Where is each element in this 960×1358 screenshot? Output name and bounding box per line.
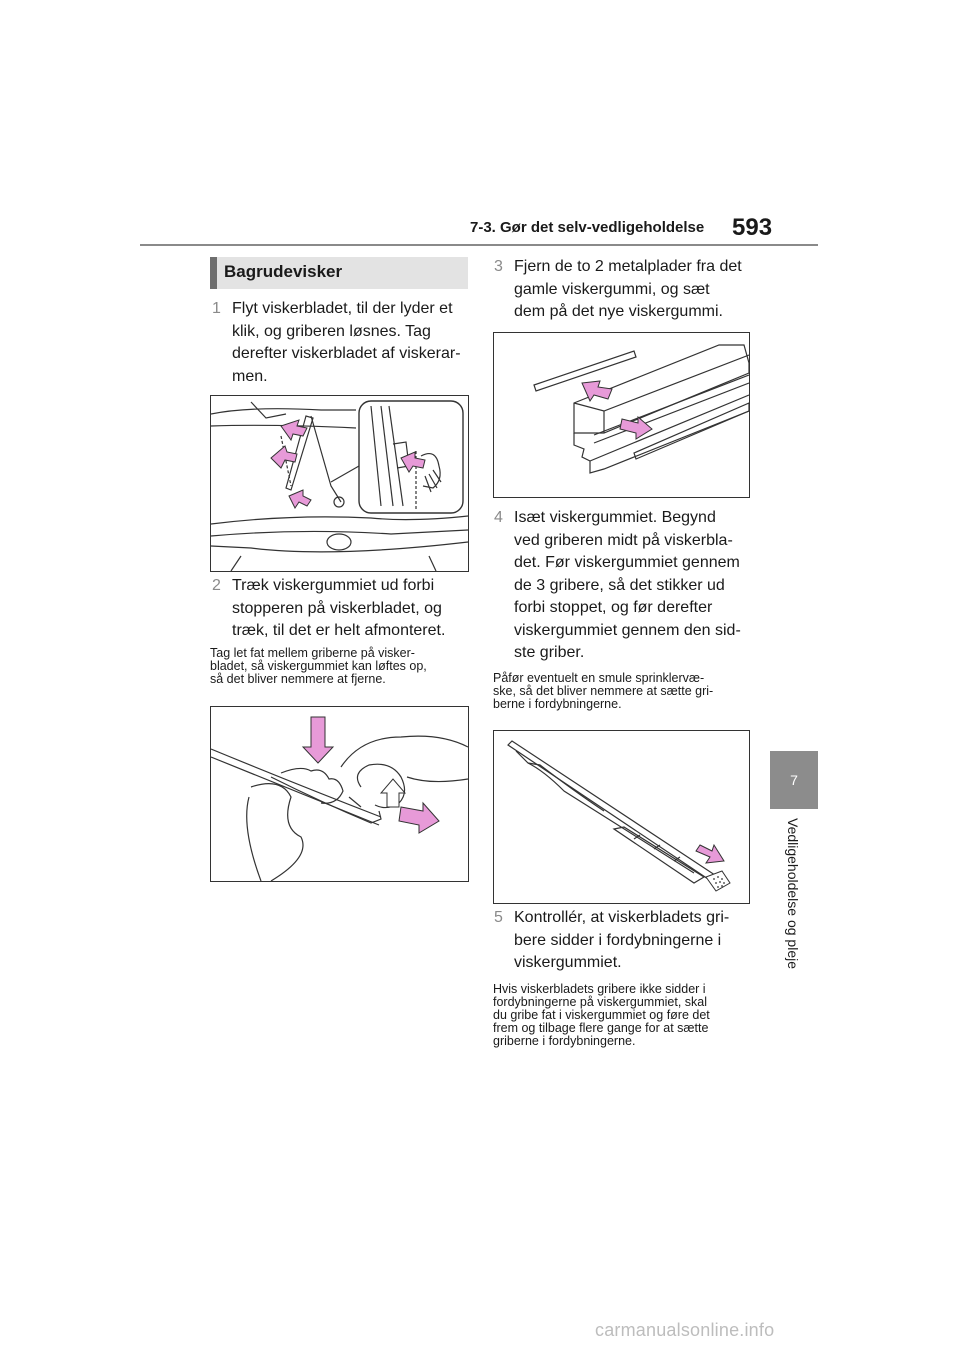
step-line: stopperen på viskerbladet, og bbox=[232, 599, 442, 617]
step-5 bbox=[494, 907, 759, 975]
arrow-shape bbox=[381, 779, 405, 807]
arrow-shape bbox=[303, 717, 333, 763]
section-heading bbox=[210, 257, 468, 289]
rubber-inserted-illustration bbox=[494, 731, 749, 903]
step-line: dem på det nye viskergummi. bbox=[514, 303, 723, 320]
note-line: bladet, så viskergummiet kan løftes op, bbox=[210, 659, 427, 673]
step-line: viskergummiet gennem den sid- bbox=[514, 621, 741, 639]
step-line: Flyt viskerbladet, til der lyder et bbox=[232, 300, 453, 317]
step-4 bbox=[494, 507, 759, 665]
step-line: gamle viskergummi, og sæt bbox=[514, 280, 710, 298]
arrow-shape bbox=[289, 490, 311, 508]
arrow-shape bbox=[271, 446, 297, 468]
step-line: Kontrollér, at viskerbladets gri- bbox=[514, 909, 730, 926]
step-line: ved griberen midt på viskerbla- bbox=[514, 531, 733, 549]
chapter-tab[interactable] bbox=[770, 751, 818, 809]
step-line: klik, og griberen løsnes. Tag bbox=[232, 322, 431, 340]
metal-plates-illustration bbox=[494, 333, 749, 497]
step-text bbox=[514, 907, 729, 975]
step-text bbox=[514, 507, 741, 665]
note-line: så det bliver nemmere at fjerne. bbox=[210, 672, 386, 686]
note-line: Tag let fat mellem griberne på visker- bbox=[210, 646, 415, 660]
step-number: 5 bbox=[494, 909, 503, 926]
step-1 bbox=[212, 298, 474, 388]
section-heading-bar bbox=[210, 257, 217, 289]
watermark: carmanualsonline.info bbox=[595, 1320, 775, 1340]
step-line: derefter viskerbladet af viskerar- bbox=[232, 345, 461, 362]
note-line: fordybningerne på viskergummiet, skal bbox=[493, 995, 707, 1009]
figure-rubber-removal bbox=[210, 706, 469, 882]
chapter-number: 7 bbox=[790, 772, 798, 788]
chapter-label bbox=[782, 818, 806, 988]
note-line: berne i fordybningerne. bbox=[493, 697, 622, 711]
note-line: Hvis viskerbladets gribere ikke sidder i bbox=[493, 982, 706, 996]
header-divider bbox=[140, 244, 818, 246]
step-number: 3 bbox=[494, 258, 503, 275]
rubber-removal-illustration bbox=[211, 707, 468, 881]
page-number: 593 bbox=[732, 214, 773, 241]
note-step-2 bbox=[210, 647, 472, 686]
section-heading-text: Bagrudevisker bbox=[224, 262, 343, 281]
step-line: de 3 gribere, så det stikker ud bbox=[514, 576, 725, 594]
figure-wiper-arm-release bbox=[210, 395, 469, 572]
figure-rubber-inserted bbox=[493, 730, 750, 904]
step-3 bbox=[494, 256, 759, 324]
note-line: Påfør eventuelt en smule sprinklervæ- bbox=[493, 671, 705, 685]
arrow-shape bbox=[281, 420, 307, 440]
step-text bbox=[232, 298, 461, 388]
step-line: Træk viskergummiet ud forbi bbox=[232, 577, 435, 594]
note-step-5 bbox=[493, 983, 755, 1048]
note-line: frem og tilbage flere gange for at sætte bbox=[493, 1021, 709, 1035]
step-line: det. Før viskergummiet gennem bbox=[514, 554, 740, 571]
step-line: forbi stoppet, og før derefter bbox=[514, 599, 713, 616]
step-number: 1 bbox=[212, 300, 221, 317]
wiper-arm-illustration bbox=[211, 396, 468, 571]
step-line: Fjern de to 2 metalplader fra det bbox=[514, 258, 742, 275]
step-line: viskergummiet. bbox=[514, 954, 622, 971]
chapter-label-text: Vedligeholdelse og pleje bbox=[785, 818, 801, 970]
note-step-4 bbox=[493, 672, 755, 711]
note-line: griberne i fordybningerne. bbox=[493, 1034, 636, 1048]
note-line: ske, så det bliver nemmere at sætte gri- bbox=[493, 684, 714, 698]
figure-metal-plates bbox=[493, 332, 750, 498]
step-text bbox=[514, 256, 742, 324]
step-line: ste griber. bbox=[514, 644, 585, 661]
step-line: men. bbox=[232, 367, 268, 385]
step-number: 2 bbox=[212, 577, 221, 594]
step-line: træk, til det er helt afmonteret. bbox=[232, 622, 446, 639]
note-line: du gribe fat i viskergummiet og føre det bbox=[493, 1008, 710, 1022]
header-section-title: 7-3. Gør det selv-vedligeholdelse bbox=[470, 219, 705, 236]
step-text bbox=[232, 575, 445, 643]
step-line: bere sidder i fordybningerne i bbox=[514, 931, 722, 949]
arrow-shape bbox=[696, 845, 724, 863]
arrow-shape bbox=[399, 803, 439, 833]
step-line: Isæt viskergummiet. Begynd bbox=[514, 509, 716, 526]
step-number: 4 bbox=[494, 509, 503, 526]
step-2 bbox=[212, 575, 474, 643]
